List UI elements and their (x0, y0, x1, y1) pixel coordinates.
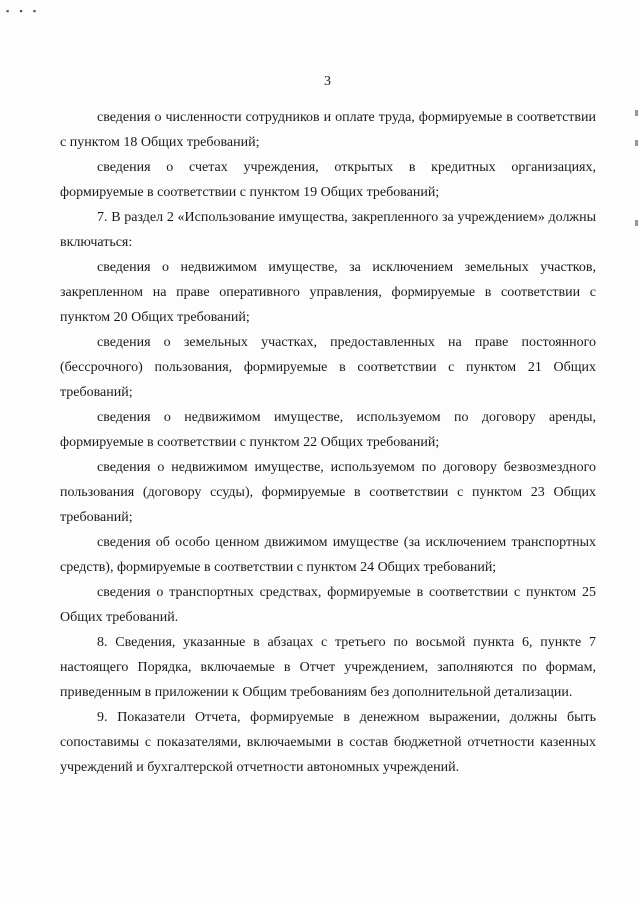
paragraph: сведения о недвижимом имуществе, используемом по договору аренды, формируемые в соответствии с пунктом 22 Общих требований; (60, 410, 596, 450)
scan-artifact: ▪ ▪ ▪ (6, 6, 41, 16)
document-body (60, 105, 596, 780)
paragraph: сведения об особо ценном движимом имуществе (за исключением транспортных средств), формируемые в соответствии с пунктом 24 Общих требований; (60, 535, 596, 575)
paragraph: сведения о счетах учреждения, открытых в кредитных организациях, формируемые в соответствии с пунктом 19 Общих требований; (60, 160, 596, 200)
paragraph: сведения о недвижимом имуществе, за исключением земельных участков, закрепленном на праве оперативного управления, формируемые в соответствии с пунктом 20 Общих требований; (60, 260, 596, 325)
page-number: 3 (324, 74, 331, 89)
paragraph: сведения о транспортных средствах, формируемые в соответствии с пунктом 25 Общих требований. (60, 585, 596, 625)
paragraph: сведения о земельных участках, предоставленных на праве постоянного (бессрочного) пользования, формируемые в соответствии с пунктом 21 Общих требований; (60, 335, 596, 400)
scan-edge-artifact (632, 100, 638, 500)
paragraph: 8. Сведения, указанные в абзацах с третьего по восьмой пункта 6, пункте 7 настоящего Порядка, включаемые в Отчет учреждением, заполняются по формам, приведенным в приложении к Общим требованиям без дополнительной детализации. (60, 635, 596, 700)
paragraph: сведения о численности сотрудников и оплате труда, формируемые в соответствии с пунктом 18 Общих требований; (60, 110, 596, 150)
paragraph: сведения о недвижимом имуществе, используемом по договору безвозмездного пользования (договору ссуды), формируемые в соответствии с пунктом 23 Общих требований; (60, 460, 596, 525)
paragraph: 7. В раздел 2 «Использование имущества, закрепленного за учреждением» должны включаться: (60, 210, 596, 250)
paragraph: 9. Показатели Отчета, формируемые в денежном выражении, должны быть сопоставимы с показателями, включаемыми в состав бюджетной отчетности казенных учреждений и бухгалтерской отчетности автономных учреждений. (60, 710, 596, 775)
